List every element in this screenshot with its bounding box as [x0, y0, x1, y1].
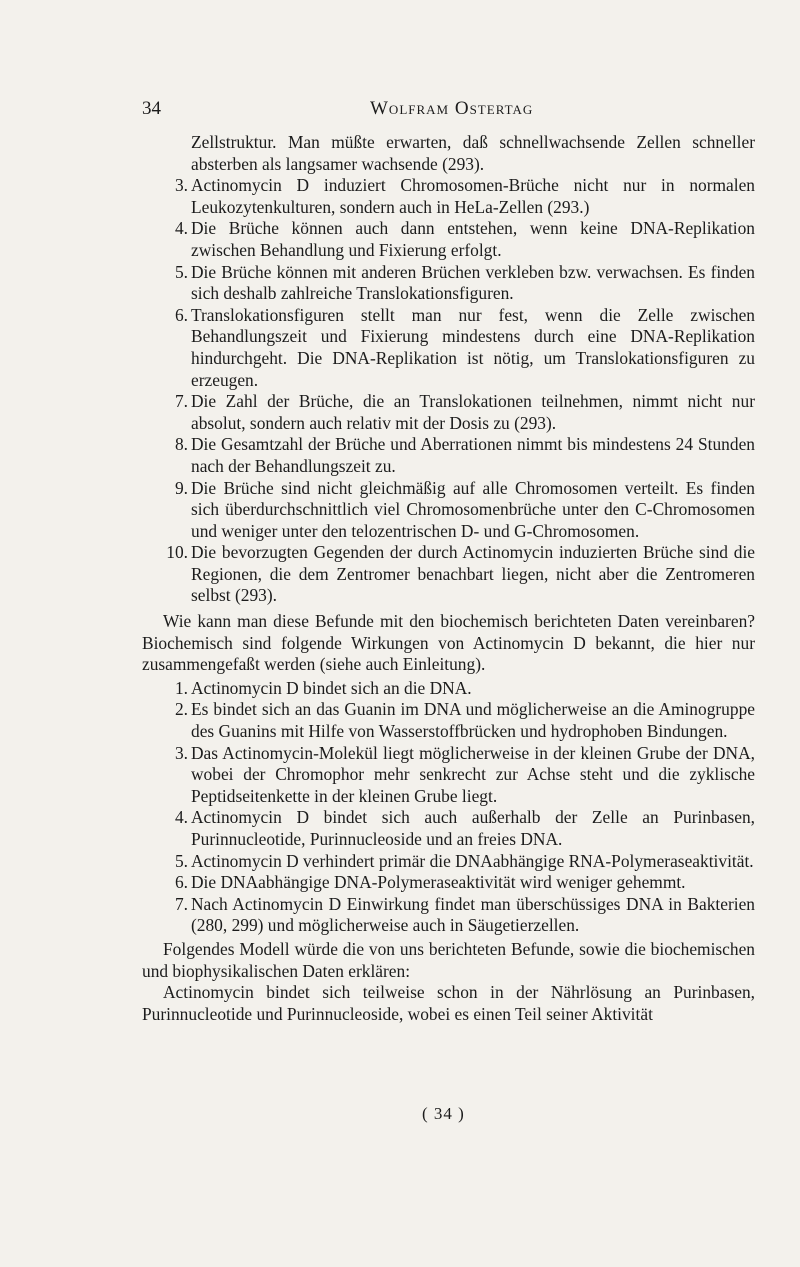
page-body [142, 132, 755, 1025]
item-text: Actinomycin D bindet sich an die DNA. [191, 677, 472, 698]
item-text: Die Zahl der Brüche, die an Translokationen teilnehmen, nimmt nicht nur absolut, sondern auch relativ mit der Dosis zu (293). [191, 391, 755, 433]
item-number: 7. [174, 893, 188, 914]
item-number: 3. [174, 742, 188, 763]
list-item [142, 894, 755, 937]
list-item [142, 699, 755, 742]
item-number: 2. [174, 699, 188, 720]
item-text: Die bevorzugten Gegenden der durch Actinomycin induzierten Brüche sind die Regionen, die dem Zentromer benachbart liegen, nicht aber die Zentromeren selbst (293). [191, 542, 755, 606]
item-number: 8. [174, 434, 188, 455]
paragraph-mechanism: Actinomycin bindet sich teilweise schon in der Nährlösung an Purinbasen, Purinnucleotide und Purinnucleoside, wobei es einen Teil seiner Aktivität [142, 982, 755, 1024]
list-item [142, 391, 755, 434]
list-item [142, 542, 755, 607]
paragraph-question: Wie kann man diese Befunde mit den biochemisch berichteten Daten vereinbaren? Biochemisch sind folgende Wirkungen von Actinomycin D bekannt, die hier nur zusammengefaßt werden (siehe auch Einleitung). [142, 611, 755, 675]
list-item [142, 872, 755, 894]
item-text: Die Brüche können auch dann entstehen, wenn keine DNA-Replikation zwischen Behandlung und Fixierung erfolgt. [191, 218, 755, 260]
item-text: Die Gesamtzahl der Brüche und Aberrationen nimmt bis mindestens 24 Stunden nach der Behandlungszeit zu. [191, 434, 755, 476]
item-text: Actinomycin D induziert Chromosomen-Brüche nicht nur in normalen Leukozytenkulturen, sondern auch in HeLa-Zellen (293.) [191, 175, 755, 217]
item-number: 6. [174, 304, 188, 325]
item-text: Zellstruktur. Man müßte erwarten, daß schnellwachsende Zellen schneller absterben als langsamer wachsende (293). [191, 132, 755, 174]
list-item [142, 678, 755, 700]
list-item [142, 743, 755, 808]
item-number: 10. [166, 542, 188, 563]
list-item [142, 478, 755, 543]
running-author: Wolfram Ostertag [370, 98, 534, 119]
item-text: Nach Actinomycin D Einwirkung findet man überschüssiges DNA in Bakterien (280, 299) und möglicherweise auch in Säugetierzellen. [191, 893, 755, 936]
item-text: Die Brüche können mit anderen Brüchen verkleben bzw. verwachsen. Es finden sich deshalb zahlreiche Translokationsfiguren. [191, 261, 755, 304]
item-text: Es bindet sich an das Guanin im DNA und möglicherweise an die Aminogruppe des Guanins mit Hilfe von Wasserstoffbrücken und hydrophoben Bindungen. [191, 699, 755, 742]
list-item [142, 175, 755, 218]
paragraph-model: Folgendes Modell würde die von uns berichteten Befunde, sowie die biochemischen und biophysikalischen Daten erklären: [142, 938, 755, 981]
item-number: 3. [174, 175, 188, 196]
item-text: Actinomycin D verhindert primär die DNAabhängige RNA-Polymeraseaktivität. [191, 850, 754, 871]
item-number: 7. [174, 391, 188, 412]
item-text: Das Actinomycin-Molekül liegt möglicherweise in der kleinen Grube der DNA, wobei der Chromophor mehr senkrecht zur Achse steht und die zyklische Peptidseitenkette in der kleinen Grube liegt. [191, 742, 755, 806]
item-number: 4. [174, 807, 188, 828]
numbered-list-biochemistry [142, 678, 755, 937]
list-item [142, 851, 755, 873]
item-number: 9. [174, 477, 188, 498]
page-footer: ( 34 ) [422, 1104, 465, 1123]
item-number: 5. [174, 850, 188, 871]
page-number: 34 [142, 98, 161, 119]
item-text: Translokationsfiguren stellt man nur fest, wenn die Zelle zwischen Behandlungszeit und Fixierung mindestens durch eine DNA-Replikation hindurchgeht. Die DNA-Replikation ist nötig, um Translokationsfiguren zu erzeugen. [191, 304, 755, 390]
list-item [142, 305, 755, 391]
list-item [142, 434, 755, 477]
item-text: Actinomycin D bindet sich auch außerhalb der Zelle an Purinbasen, Purinnucleotide, Purinnucleoside und an freies DNA. [191, 807, 755, 849]
numbered-list-findings [142, 175, 755, 607]
item-text: Die DNAabhängige DNA-Polymeraseaktivität wird weniger gehemmt. [191, 872, 686, 893]
item-text: Die Brüche sind nicht gleichmäßig auf alle Chromosomen verteilt. Es finden sich überdurchschnittlich viel Chromosomenbrüche unter den C-Chromosomen und weniger unter den telozentrischen D- und G-Chromosomen. [191, 477, 755, 541]
list-item [142, 807, 755, 850]
list-item [142, 262, 755, 305]
item-number: 6. [174, 872, 188, 893]
item-number: 5. [174, 261, 188, 282]
list-item [142, 218, 755, 261]
list-item-continuation [142, 132, 755, 175]
item-number: 4. [174, 218, 188, 239]
item-number: 1. [174, 677, 188, 698]
